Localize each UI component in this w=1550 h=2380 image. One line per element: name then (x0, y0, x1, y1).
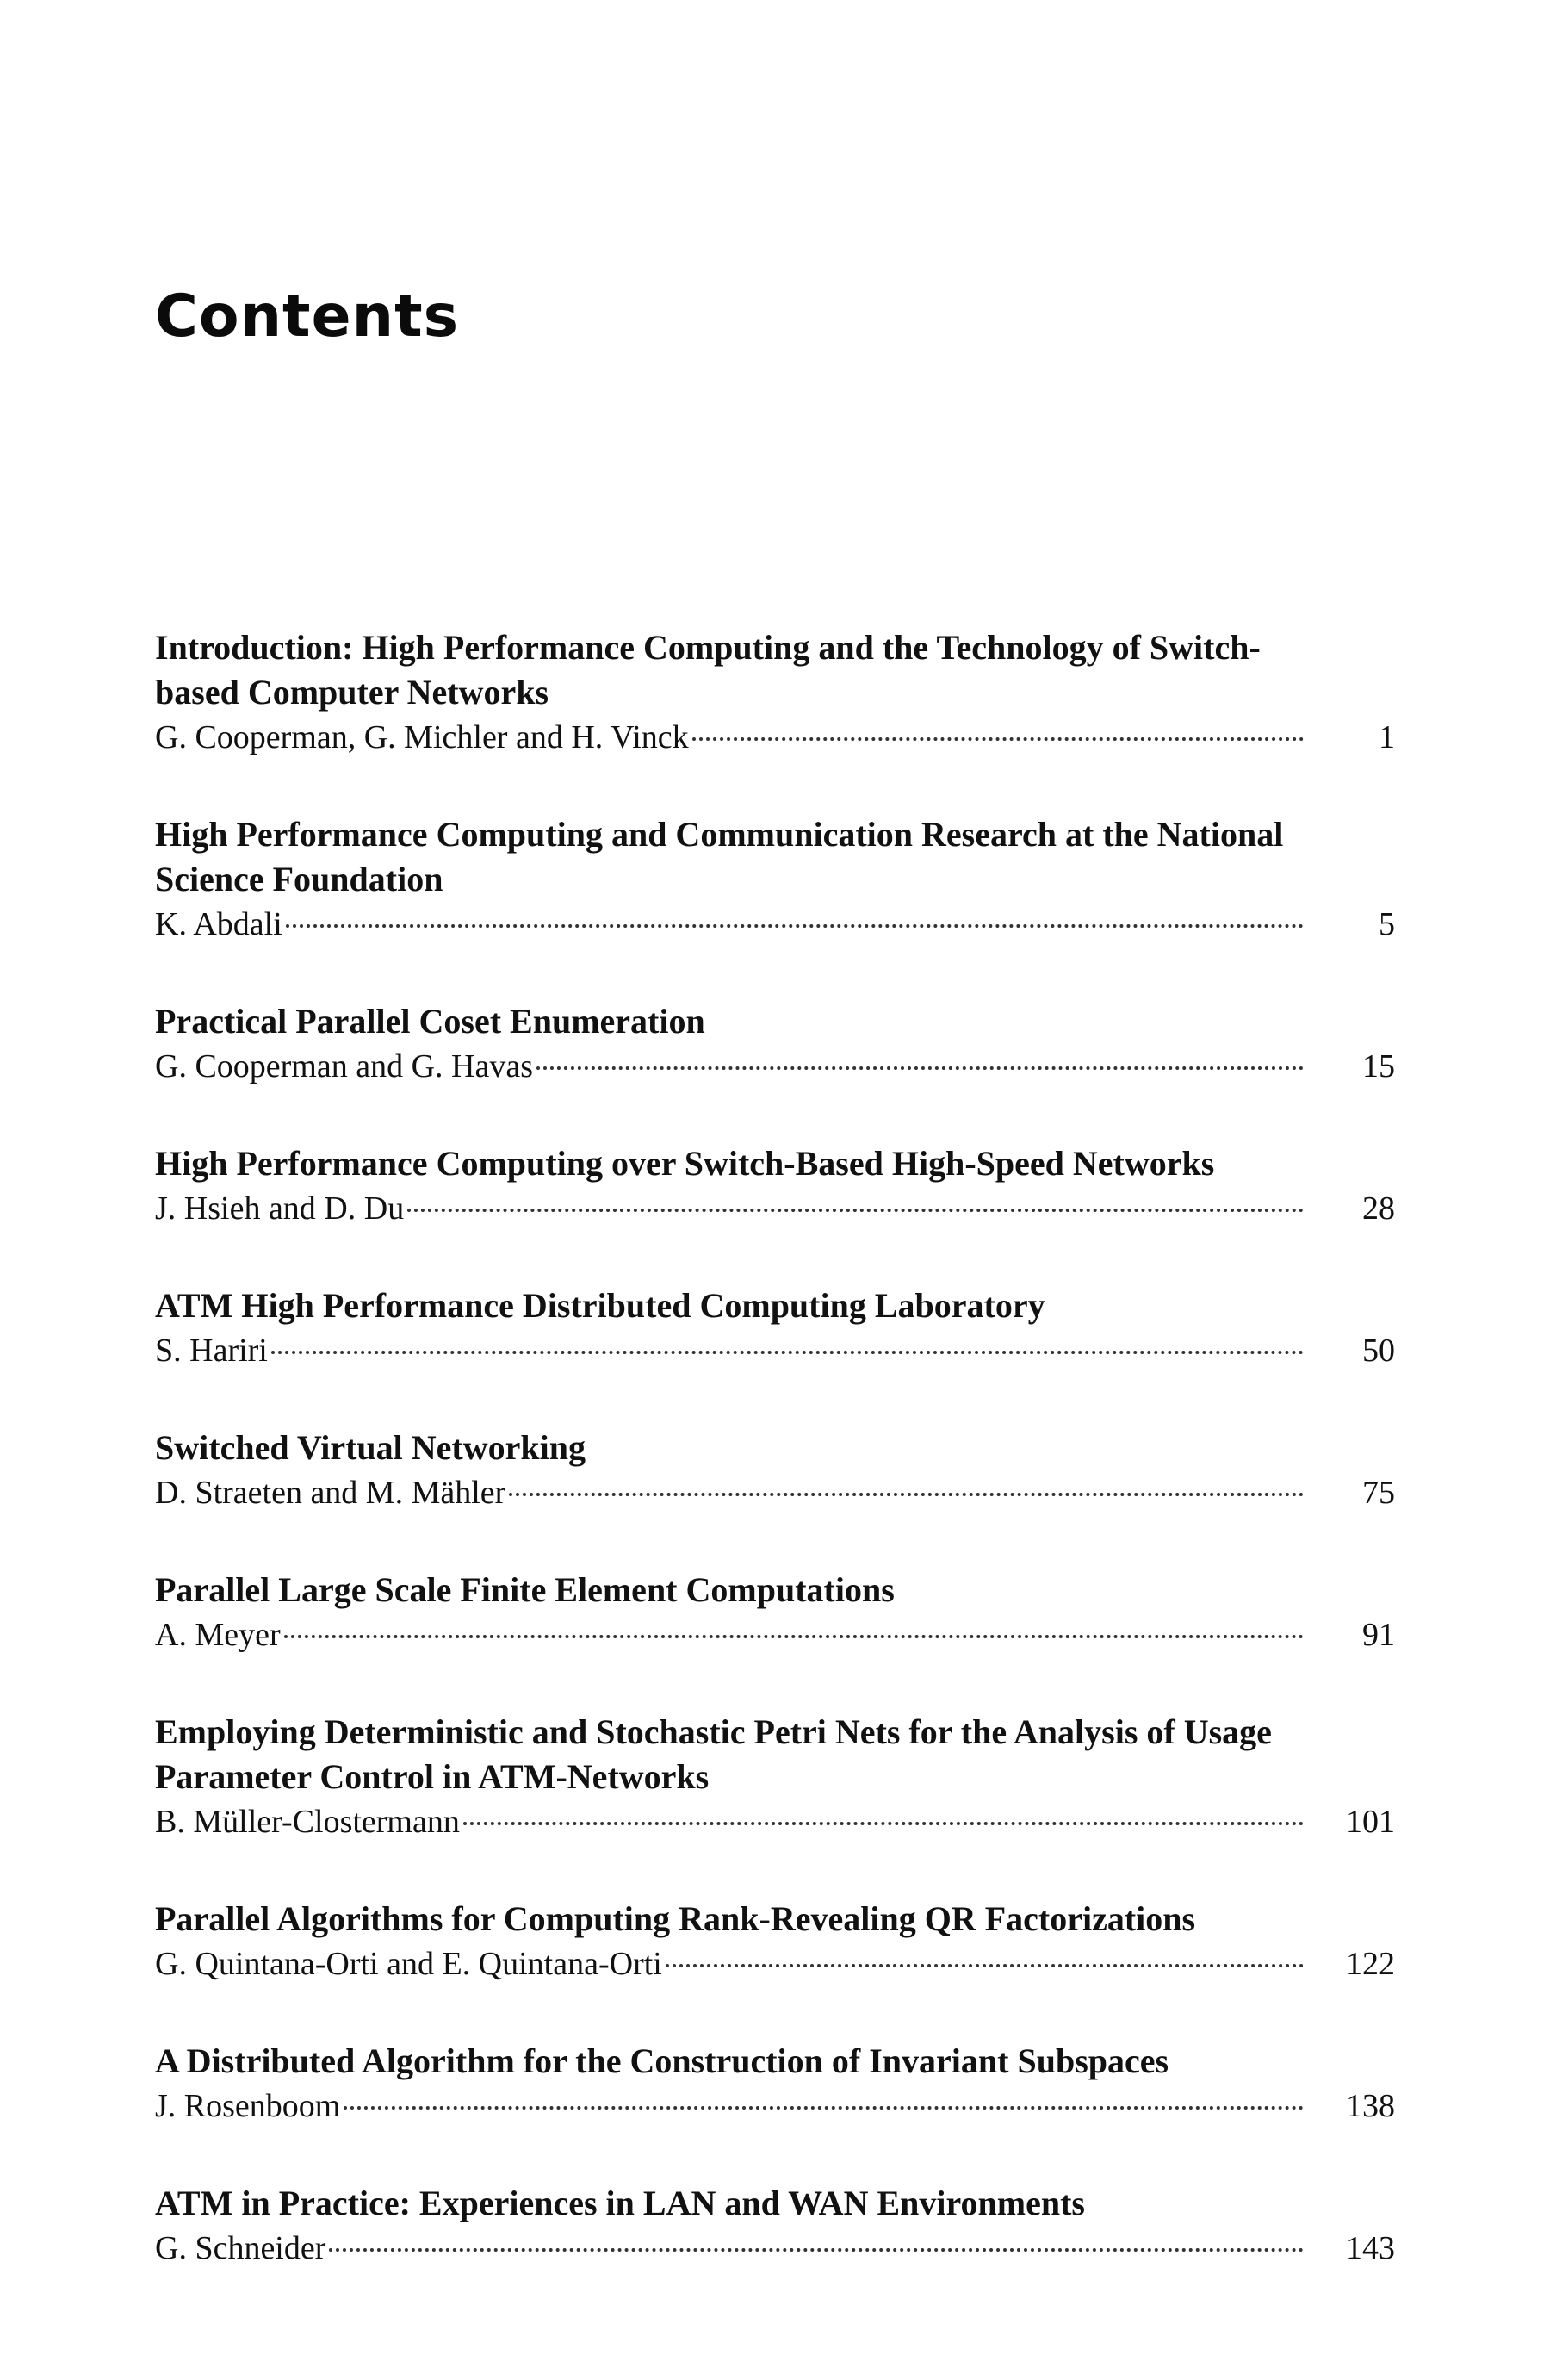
entry-line (155, 1328, 1395, 1373)
entry-title: ATM in Practice: Experiences in LAN and WAN Environments (155, 2184, 1085, 2222)
entry-title: High Performance Computing and Communication Research at the National Science Foundation (155, 815, 1284, 898)
page-title: Contents (155, 283, 460, 351)
entry-title: High Performance Computing over Switch-Based High-Speed Networks (155, 1144, 1215, 1183)
entry-authors: G. Quintana-Orti and E. Quintana-Orti (155, 1946, 662, 1982)
entry-page-number: 138 (1346, 2088, 1395, 2124)
entry-authors: G. Cooperman and G. Havas (155, 1048, 534, 1084)
dot-leader (509, 1493, 1304, 1496)
entry-page-number: 1 (1379, 719, 1395, 755)
entry-authors: J. Rosenboom (155, 2088, 341, 2124)
dot-leader (536, 1066, 1304, 1070)
dot-leader (344, 2106, 1304, 2110)
entry-authors: S. Hariri (155, 1333, 268, 1369)
entry-title: Parallel Large Scale Finite Element Computations (155, 1570, 895, 1609)
dot-leader (284, 1635, 1304, 1638)
table-of-contents (155, 625, 1395, 2323)
dot-leader (271, 1351, 1304, 1354)
entry-line (155, 902, 1395, 947)
entry-page-number: 5 (1379, 906, 1395, 942)
entry-authors: B. Müller-Clostermann (155, 1804, 460, 1840)
entry-line (155, 2084, 1395, 2128)
entry-line (155, 1799, 1395, 1844)
entry-title: ATM High Performance Distributed Computing Laboratory (155, 1286, 1045, 1325)
entry-line (155, 1942, 1395, 1986)
entry-line (155, 1613, 1395, 1657)
entry-page-number: 28 (1362, 1190, 1395, 1227)
toc-entry-7[interactable] (155, 1568, 1395, 1657)
dot-leader (329, 2248, 1304, 2252)
toc-entry-4[interactable] (155, 1141, 1395, 1231)
toc-entry-6[interactable] (155, 1426, 1395, 1515)
entry-page-number: 75 (1362, 1475, 1395, 1511)
entry-title: Employing Deterministic and Stochastic Petri Nets for the Analysis of Usage Parameter Control in ATM-Networks (155, 1712, 1272, 1796)
toc-entry-2[interactable] (155, 812, 1395, 947)
entry-page-number: 50 (1362, 1333, 1395, 1369)
toc-entry-3[interactable] (155, 999, 1395, 1089)
entry-page-number: 143 (1346, 2230, 1395, 2266)
entry-authors: J. Hsieh and D. Du (155, 1190, 405, 1227)
entry-line (155, 1470, 1395, 1515)
dot-leader (463, 1822, 1304, 1825)
toc-entry-5[interactable] (155, 1283, 1395, 1373)
entry-title: A Distributed Algorithm for the Construction of Invariant Subspaces (155, 2041, 1169, 2080)
toc-entry-8[interactable] (155, 1710, 1395, 1844)
entry-page-number: 15 (1362, 1048, 1395, 1084)
entry-title: Practical Parallel Coset Enumeration (155, 1002, 705, 1041)
entry-page-number: 101 (1346, 1804, 1395, 1840)
entry-page-number: 122 (1346, 1946, 1395, 1982)
dot-leader (286, 924, 1304, 928)
entry-page-number: 91 (1362, 1617, 1395, 1653)
entry-line (155, 1186, 1395, 1231)
entry-title: Introduction: High Performance Computing and the Technology of Switch-based Computer Networks (155, 628, 1261, 712)
entry-authors: K. Abdali (155, 906, 282, 942)
entry-line (155, 1044, 1395, 1089)
dot-leader (692, 737, 1304, 741)
entry-authors: D. Straeten and M. Mähler (155, 1475, 506, 1511)
dot-leader (666, 1964, 1304, 1967)
entry-line (155, 2226, 1395, 2271)
entry-authors: G. Cooperman, G. Michler and H. Vinck (155, 719, 689, 755)
entry-authors: A. Meyer (155, 1617, 281, 1653)
entry-title: Parallel Algorithms for Computing Rank-Revealing QR Factorizations (155, 1899, 1196, 1938)
entry-authors: G. Schneider (155, 2230, 326, 2266)
entry-line (155, 715, 1395, 760)
toc-entry-10[interactable] (155, 2039, 1395, 2128)
toc-entry-9[interactable] (155, 1897, 1395, 1986)
dot-leader (407, 1209, 1304, 1212)
toc-entry-11[interactable] (155, 2181, 1395, 2271)
toc-entry-1[interactable] (155, 625, 1395, 760)
entry-title: Switched Virtual Networking (155, 1428, 586, 1467)
